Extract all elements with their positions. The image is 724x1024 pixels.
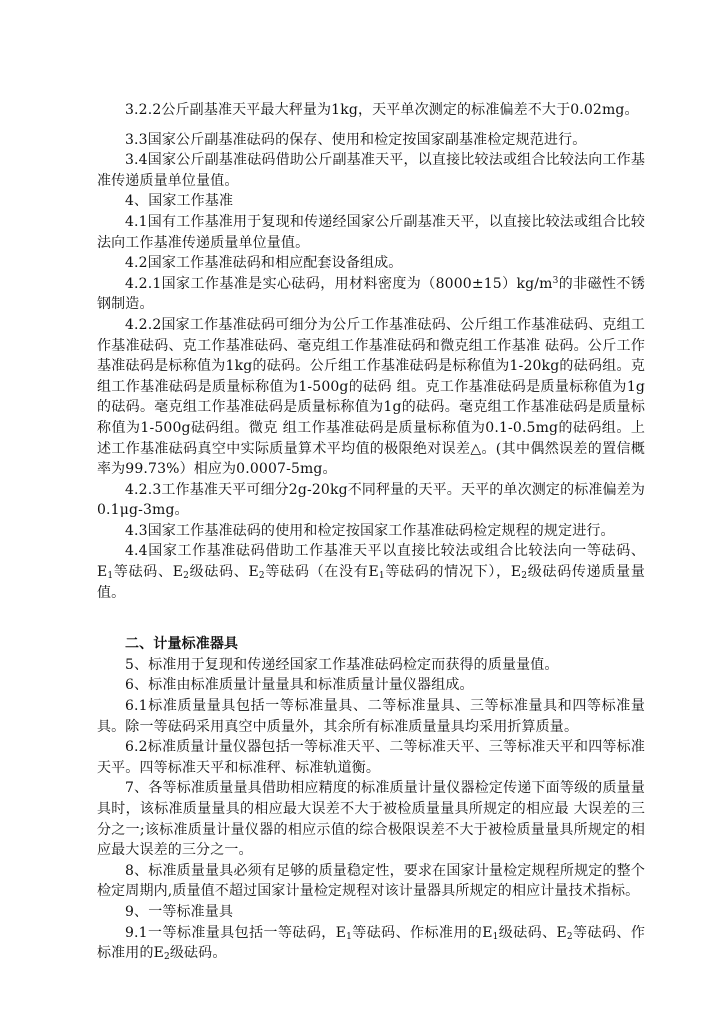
paragraph-6-2: 6.2标准质量计量仪器包括一等标准天平、二等标准天平、三等标准天平和四等标准天平。四等标准天平和标准秤、标准轨道衡。 [97,739,645,776]
paragraph-4-4-text: 等砝码的情况下），E [384,564,522,581]
paragraph-5: 5、标准用于复现和传递经国家工作基准砝码检定而获得的质量量值。 [125,656,559,673]
subscript: 2 [183,571,190,582]
paragraph-6-1: 6.1标准质量量具包括一等标准量具、二等标准量具、三等标准量具和四等标准量具。除一等砝码采用真空中质量外，其余所有标准质量量具均采用折算质量。 [97,698,645,735]
paragraph-4-2-3: 4.2.3工作基准天平可细分2g-20kg不同秤量的天平。天平的单次测定的标准偏差为0.1μg-3mg。 [97,481,645,519]
document-body [97,100,645,964]
paragraph-4-4-text: 级砝码、E [189,564,259,581]
paragraph-4-4-text: 等砝码、E [113,564,184,581]
subscript: 2 [521,571,528,582]
section-heading-measurement-standards: 二、计量标准器具 [125,636,239,653]
subscript: 2 [566,931,573,942]
paragraph-9-1-text: 9.1一等标准量具包括一等砝码，E [125,924,347,941]
subscript: 2 [163,952,170,963]
subscript: 2 [258,571,265,582]
paragraph-9-1-text: 等砝码、作标准用的E [97,924,645,962]
paragraph-8: 8、标准质量量具必须有足够的质量稳定性，要求在国家计量检定规程所规定的整个检定周期内,质量值不超过国家计量检定规程对该计量器具所规定的相应计量技术指标。 [97,862,645,900]
paragraph-4-2-1 [97,274,645,315]
paragraph-9-1-text: 级砝码、E [498,924,567,941]
paragraph-4-4 [97,541,645,603]
paragraph-4-2: 4.2国家工作基准砝码和相应配套设备组成。 [125,255,403,272]
paragraph-4-4-text: 级砝码传递质量量值。 [97,564,645,601]
spacer [97,603,645,634]
paragraph-3-3: 3.3国家公斤副基准砝码的保存、使用和检定按国家副基准检定规范进行。 [125,131,587,148]
paragraph-4-4-text: 等砝码（在没有E [264,564,379,581]
paragraph-4-1: 4.1国有工作基准用于复现和传递经国家公斤副基准天平，以直接比较法或组合比较法向工作基准传递质量单位量值。 [97,213,645,251]
heading-national-working-standard: 4、国家工作基准 [125,193,234,210]
paragraph-9-1-text: 等砝码、作标准用的E [351,924,493,941]
subscript: 1 [107,571,114,582]
paragraph-9-1 [97,923,645,964]
paragraph-9-1-text: 级砝码。 [169,945,227,962]
paragraph-4-2-1-text-a: 4.2.1国家工作基准是实心砝码，用材料密度为（8000±15）kg/m [125,275,553,292]
subscript: 1 [492,931,499,942]
paragraph-4-2-1-text-b: 的非磁性不锈钢制造。 [97,275,645,313]
paragraph-4-3: 4.3国家工作基准砝码的使用和检定按国家工作基准砝码检定规程的规定进行。 [125,522,615,539]
subscript: 1 [346,931,352,942]
paragraph-3-2-2: 3.2.2公斤副基准天平最大秤量为1kg，天平单次测定的标准偏差不大于0.02mg。 [125,102,639,118]
heading-first-class-standard: 9、一等标准量具 [125,903,234,920]
paragraph-6: 6、标准由标准质量计量量具和标准质量计量仪器组成。 [125,677,474,694]
paragraph-7: 7、各等标准质量量具借助相应精度的标准质量计量仪器检定传递下面等级的质量量具时，该标准质量量具的相应最大误差不大于被检质量量具所规定的相应最 大误差的三分之一;该标准质量计量仪器的相应示值的综合极限误差不大于被检质量量具所规定的相应最大误差的三分之一。 [97,780,645,859]
spacer [97,121,645,130]
paragraph-3-4: 3.4国家公斤副基准砝码借助公斤副基准天平，以直接比较法或组合比较法向工作基准传递质量单位量值。 [97,152,645,189]
paragraph-4-4-text: 4.4国家工作基准砝码借助工作基准天平以直接比较法或组合比较法向一等砝码、E [97,543,645,581]
paragraph-4-2-2: 4.2.2国家工作基准砝码可细分为公斤工作基准砝码、公斤组工作基准砝码、克组工作基准砝码、克工作基准砝码、毫克组工作基准砝码和微克组工作基准 砝码。公斤工作基准砝码是标称值为1kg的砝码。公斤组工作基准砝码是标称值为1-20kg的砝码组。克组工作基准砝码是质量标称值为1-500g的砝码 组。克工作基准砝码是质量标称值为1g的砝码。毫克组工作基准砝码是质量标称值为1g的砝码。毫克组工作基准砝码是质量标称值为1-500g砝码组。微克 组工作基准砝码是质量标称值为0.1-0.5mg的砝码组。上述工作基准砝码真空中实际质量算术平均值的极限绝对误差△。(其中偶然误差的置信概率为99.73%）相应为0.0007-5mg。 [97,316,645,478]
superscript-cube: 3 [552,275,559,286]
subscript: 1 [378,571,385,582]
